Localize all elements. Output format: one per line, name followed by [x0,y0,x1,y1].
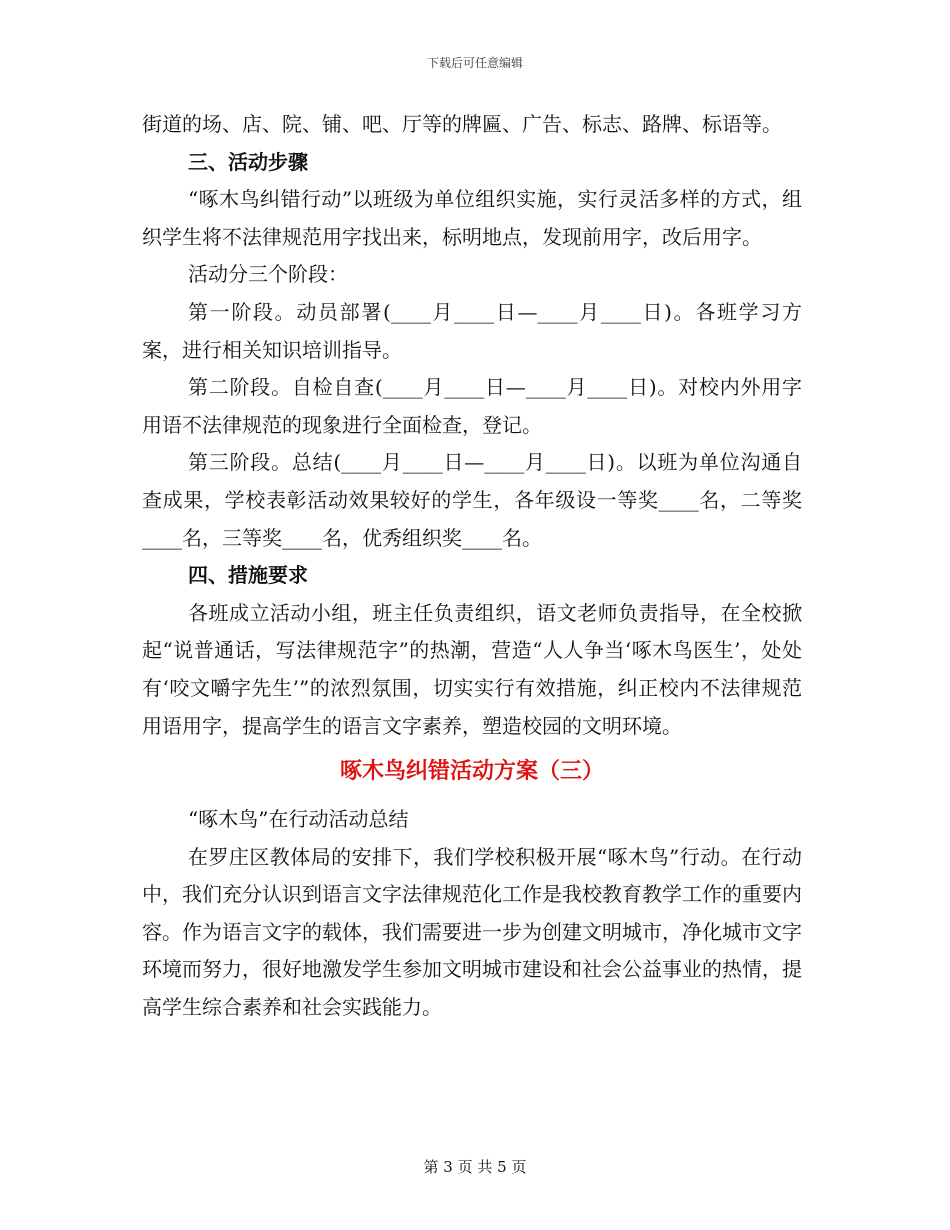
page-header: 下载后可任意编辑 [426,56,523,70]
paragraph-stage-three: 第三阶段。总结(____月____日—____月____日)。以班为单位沟通自查成果，学校表彰活动效果较好的学生，各年级设一等奖____名，二等奖____名，三等奖____名，优秀组织奖____名。 [142,450,802,550]
document-body [142,106,802,1027]
paragraph-signage-list: 街道的场、店、院、铺、吧、厅等的牌匾、广告、标志、路牌、标语等。 [142,112,782,136]
paragraph-summary-body: 在罗庄区教体局的安排下，我们学校积极开展“啄木鸟”行动。在行动中，我们充分认识到语言文字法律规范化工作是我校教育教学工作的重要内容。作为语言文字的载体，我们需要进一步为创建文明城市，净化城市文字环境而努力，很好地激发学生参加文明城市建设和社会公益事业的热情，提高学生综合素养和社会实践能力。 [142,844,802,1020]
paragraph-stage-two: 第二阶段。自检自查(____月____日—____月____日)。对校内外用字用语不法律规范的现象进行全面检查，登记。 [142,375,802,437]
page-footer: 第 3 页 共 5 页 [423,1158,527,1176]
paragraph-three-stages: 活动分三个阶段： [188,262,348,287]
paragraph-summary-subtitle: “啄木鸟”在行动活动总结 [188,807,409,832]
heading-measures: 四、措施要求 [188,563,308,588]
heading-activity-steps: 三、活动步骤 [188,149,308,174]
paragraph-stage-one: 第一阶段。动员部署(____月____日—____月____日)。各班学习方案，进行相关知识培训指导。 [142,299,802,362]
paragraph-measures: 各班成立活动小组，班主任负责组织，语文老师负责指导，在全校掀起“说普通话，写法律规范字”的热潮，营造“人人争当‘啄木鸟医生’，处处有‘咬文嚼字先生’”的浓烈氛围，切实实行有效措施，纠正校内不法律规范用语用字，提高学生的语言文字素养，塑造校园的文明环境。 [142,600,802,738]
paragraph-activity-organization: “啄木鸟纠错行动”以班级为单位组织实施，实行灵活多样的方式，组织学生将不法律规范用字找出来，标明地点，发现前用字，改后用字。 [142,187,802,249]
section-title: 啄木鸟纠错活动方案（三） [339,758,604,785]
